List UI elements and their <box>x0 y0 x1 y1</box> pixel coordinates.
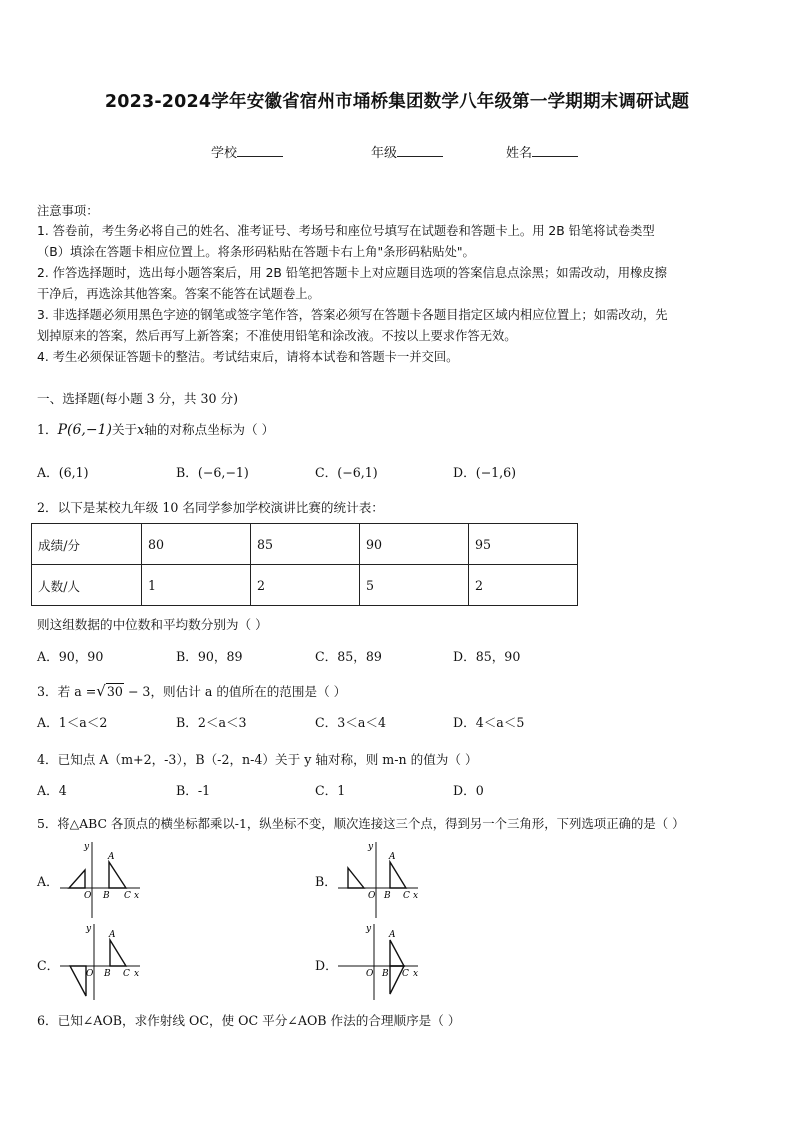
x-axis-label: x <box>134 969 140 979</box>
q3-prefix: 3．若 a = <box>37 684 97 699</box>
page-title: 2023-2024学年安徽省宿州市埇桥集团数学八年级第一学期期末调研试题 <box>104 92 690 112</box>
x-axis-label: x <box>413 969 419 979</box>
school-blank[interactable] <box>237 144 283 157</box>
name-field <box>506 142 578 161</box>
name-blank[interactable] <box>532 144 578 157</box>
table-cell: 85 <box>251 524 360 565</box>
grade-label: 年级 <box>371 146 398 161</box>
q5-graph-d <box>338 922 422 1002</box>
table-cell: 2 <box>251 565 360 606</box>
table-row <box>32 565 578 606</box>
q1-point: P(6,−1) <box>57 422 112 438</box>
y-axis-label: y <box>84 842 90 852</box>
note-line: 4. 考生必须保证答题卡的整洁。考试结束后，请将本试卷和答题卡一并交回。 <box>37 350 459 364</box>
grade-field <box>371 142 443 161</box>
q4-option-a[interactable]: A．4 <box>37 783 67 798</box>
table-row <box>32 524 578 565</box>
q2-option-c[interactable]: C．85，89 <box>315 649 382 664</box>
q3-suffix: − 3，则估计 a 的值所在的范围是（ ） <box>123 684 347 699</box>
q5-graph-a <box>60 840 144 920</box>
school-label: 学校 <box>211 146 238 161</box>
notes-heading: 注意事项： <box>37 204 99 218</box>
point-a-label: A <box>108 852 115 862</box>
note-line: 干净后，再选涂其他答案。答案不能答在试题卷上。 <box>37 287 320 301</box>
q3-option-b[interactable]: B．2＜a＜3 <box>176 715 247 730</box>
point-c-label: C <box>403 891 410 901</box>
x-axis-label: x <box>134 891 140 901</box>
q3-option-a[interactable]: A．1＜a＜2 <box>37 715 108 730</box>
note-line: 1. 答卷前，考生务必将自己的姓名、准考证号、考场号和座位号填写在试题卷和答题卡上。用 2B 铅笔将试卷类型 <box>37 224 655 238</box>
score-table <box>31 523 578 606</box>
table-cell: 1 <box>142 565 251 606</box>
point-c-label: C <box>402 969 409 979</box>
q1-option-c[interactable]: C．(−6,1) <box>315 465 378 480</box>
q5-option-c[interactable]: C． <box>37 958 60 973</box>
q4-option-c[interactable]: C．1 <box>315 783 346 798</box>
q1-option-a[interactable]: A．(6,1) <box>37 465 89 480</box>
point-c-label: C <box>124 891 131 901</box>
name-label: 姓名 <box>506 146 533 161</box>
section-heading: 一、选择题(每小题 3 分，共 30 分) <box>37 391 239 406</box>
point-a-label: A <box>109 930 116 940</box>
table-cell: 80 <box>142 524 251 565</box>
grade-blank[interactable] <box>397 144 443 157</box>
note-line: 划掉原来的答案，然后再写上新答案；不准使用铅笔和涂改液。不按以上要求作答无效。 <box>37 329 517 343</box>
sqrt-sign: √ <box>96 682 106 700</box>
question-4-stem: 4．已知点 A（m+2，-3），B（-2，n-4）关于 y 轴对称，则 m-n 的值为（ ） <box>37 752 478 767</box>
note-line: 3. 非选择题必须用黑色字迹的钢笔或签字笔作答，答案必须写在答题卡各题目指定区域内相应位置上；如需改动，先 <box>37 308 668 322</box>
table-cell: 95 <box>469 524 578 565</box>
question-1-stem <box>37 419 759 441</box>
q3-option-d[interactable]: D．4＜a＜5 <box>453 715 525 730</box>
q1-text2: 轴的对称点坐标为（ ） <box>144 422 275 437</box>
q1-number: 1． <box>37 422 58 437</box>
question-2-stem: 2．以下是某校九年级 10 名同学参加学校演讲比赛的统计表： <box>37 500 384 515</box>
q1-option-d[interactable]: D．(−1,6) <box>453 465 517 480</box>
point-b-label: B <box>382 969 389 979</box>
origin-label: O <box>368 891 376 901</box>
school-field <box>211 142 283 161</box>
point-a-label: A <box>389 852 396 862</box>
table-cell: 人数/人 <box>32 565 142 606</box>
y-axis-label: y <box>366 924 372 934</box>
y-axis-label: y <box>368 842 374 852</box>
note-line: 2. 作答选择题时，选出每小题答案后，用 2B 铅笔把答题卡上对应题目选项的答案信息点涂黑；如需改动，用橡皮擦 <box>37 266 667 280</box>
x-axis-label: x <box>413 891 419 901</box>
origin-label: O <box>86 969 94 979</box>
q2-option-b[interactable]: B．90，89 <box>176 649 243 664</box>
origin-label: O <box>366 969 374 979</box>
q5-option-d[interactable]: D． <box>315 958 338 973</box>
table-cell: 5 <box>360 565 469 606</box>
q4-option-b[interactable]: B．-1 <box>176 783 211 798</box>
origin-label: O <box>84 891 92 901</box>
point-b-label: B <box>384 891 391 901</box>
point-a-label: A <box>389 930 396 940</box>
q5-option-a[interactable]: A． <box>37 874 59 889</box>
question-6-stem: 6．已知∠AOB，求作射线 OC，使 OC 平分∠AOB 作法的合理顺序是（ ） <box>37 1013 461 1028</box>
table-cell: 2 <box>469 565 578 606</box>
y-axis-label: y <box>86 924 92 934</box>
point-c-label: C <box>123 969 130 979</box>
table-cell: 90 <box>360 524 469 565</box>
q4-option-d[interactable]: D．0 <box>453 783 484 798</box>
point-b-label: B <box>104 969 111 979</box>
question-5-stem: 5．将△ABC 各顶点的横坐标都乘以-1，纵坐标不变，顺次连接这三个点，得到另一个三角形，下列选项正确的是（ ） <box>37 816 685 831</box>
question-2-followup: 则这组数据的中位数和平均数分别为（ ） <box>37 617 268 632</box>
q2-option-a[interactable]: A．90，90 <box>37 649 104 664</box>
q3-option-c[interactable]: C．3＜a＜4 <box>315 715 386 730</box>
question-3-stem <box>37 681 759 702</box>
q1-text: 关于 <box>111 422 138 437</box>
table-cell: 成绩/分 <box>32 524 142 565</box>
q5-graph-b <box>338 840 422 920</box>
point-b-label: B <box>103 891 110 901</box>
q5-graph-c <box>60 922 144 1002</box>
q1-option-b[interactable]: B．(−6,−1) <box>176 465 249 480</box>
q1-axis: x <box>137 422 145 437</box>
note-line: （B）填涂在答题卡相应位置上。将条形码粘贴在答题卡右上角"条形码粘贴处"。 <box>37 245 475 259</box>
q2-option-d[interactable]: D．85，90 <box>453 649 521 664</box>
q3-radicand: 30 <box>106 684 123 699</box>
q5-option-b[interactable]: B． <box>315 874 337 889</box>
